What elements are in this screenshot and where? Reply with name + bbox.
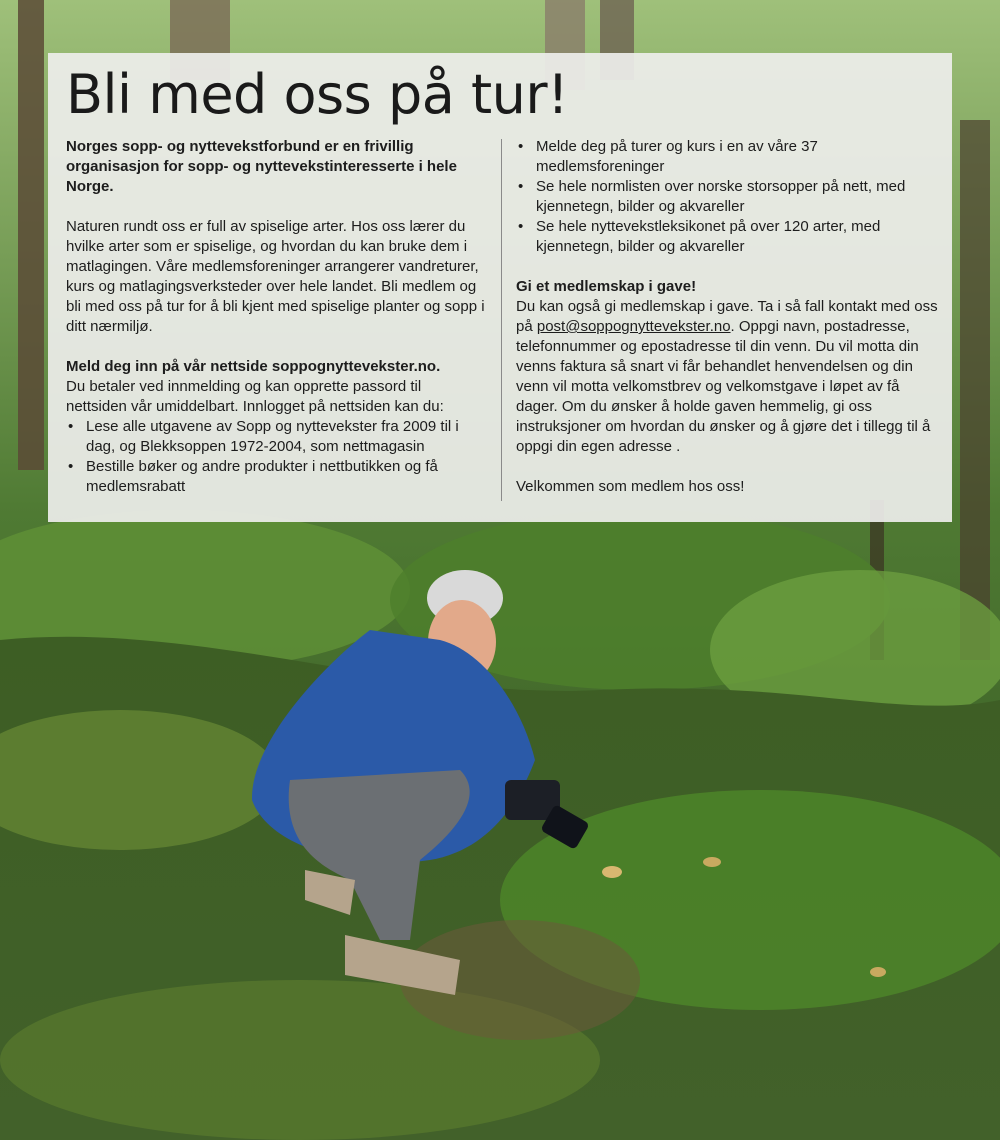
gift-text-start: Du kan også gi medlemskap i gave. Ta i så fall kontakt med oss på: [516, 298, 938, 335]
email-link[interactable]: post@soppognyttevekster.no: [536, 318, 731, 335]
gift-paragraph: [516, 297, 944, 457]
gift-heading: Gi et medlemskap i gave!: [516, 278, 697, 295]
right-column: [516, 137, 944, 497]
list-item: • Se hele normlisten over norske storsopper på nett, med kjennetegn, bilder og akvareller: [516, 177, 944, 217]
member-benefits-list-left: [66, 417, 486, 497]
list-item: • Se hele nyttevekstleksikonet på over 120 arter, med kjennetegn, bilder og akvareller: [516, 217, 944, 257]
page-title: Bli med oss på tur!: [66, 63, 569, 126]
member-benefits-list-right: [516, 137, 944, 257]
join-text: Du betaler ved innmelding og kan opprette passord til nettsiden vår umiddelbart. Innlogget på nettsiden kan du:: [66, 378, 444, 415]
lead-paragraph: Norges sopp- og nyttevekstforbund er en frivillig organisasjon for sopp- og nyttevekstinteresserte i hele Norge.: [66, 138, 457, 195]
left-column: [66, 137, 486, 497]
list-item: • Lese alle utgavene av Sopp og nyttevekster fra 2009 til i dag, og Blekksoppen 1972-2004, som nettmagasin: [66, 417, 486, 457]
info-panel: [48, 53, 952, 522]
column-divider: [501, 139, 502, 501]
list-item: • Melde deg på turer og kurs i en av våre 37 medlemsforeninger: [516, 137, 944, 177]
welcome-text: Velkommen som medlem hos oss!: [516, 478, 745, 495]
join-heading: Meld deg inn på vår nettside soppognyttevekster.no.: [66, 358, 441, 375]
intro-paragraph: Naturen rundt oss er full av spiselige arter. Hos oss lærer du hvilke arter som er spiselige, og hvordan du kan bruke dem i matlagingen. Våre medlemsforeninger arrangerer vandreturer, kurs og matlagingsverksteder over hele landet. Bli medlem og bli med oss på tur for å bli kjent med spiselige planter og sopp i ditt nærmiljø.: [66, 218, 485, 335]
list-item: • Bestille bøker og andre produkter i nettbutikken og få medlemsrabatt: [66, 457, 486, 497]
gift-text-end: . Oppgi navn, postadresse, telefonnummer og epostadresse til din venn. Du vil motta din venns faktura så snart vi får behandlet henvendelsen og din venn vil motta velkomstbrev og velkomstgave i løpet av få dager. Om du ønsker å holde gaven hemmelig, gi oss instruksjoner om hvordan du ønsker og å gjøre det i tillegg til å oppgi din egen adresse .: [516, 318, 931, 455]
